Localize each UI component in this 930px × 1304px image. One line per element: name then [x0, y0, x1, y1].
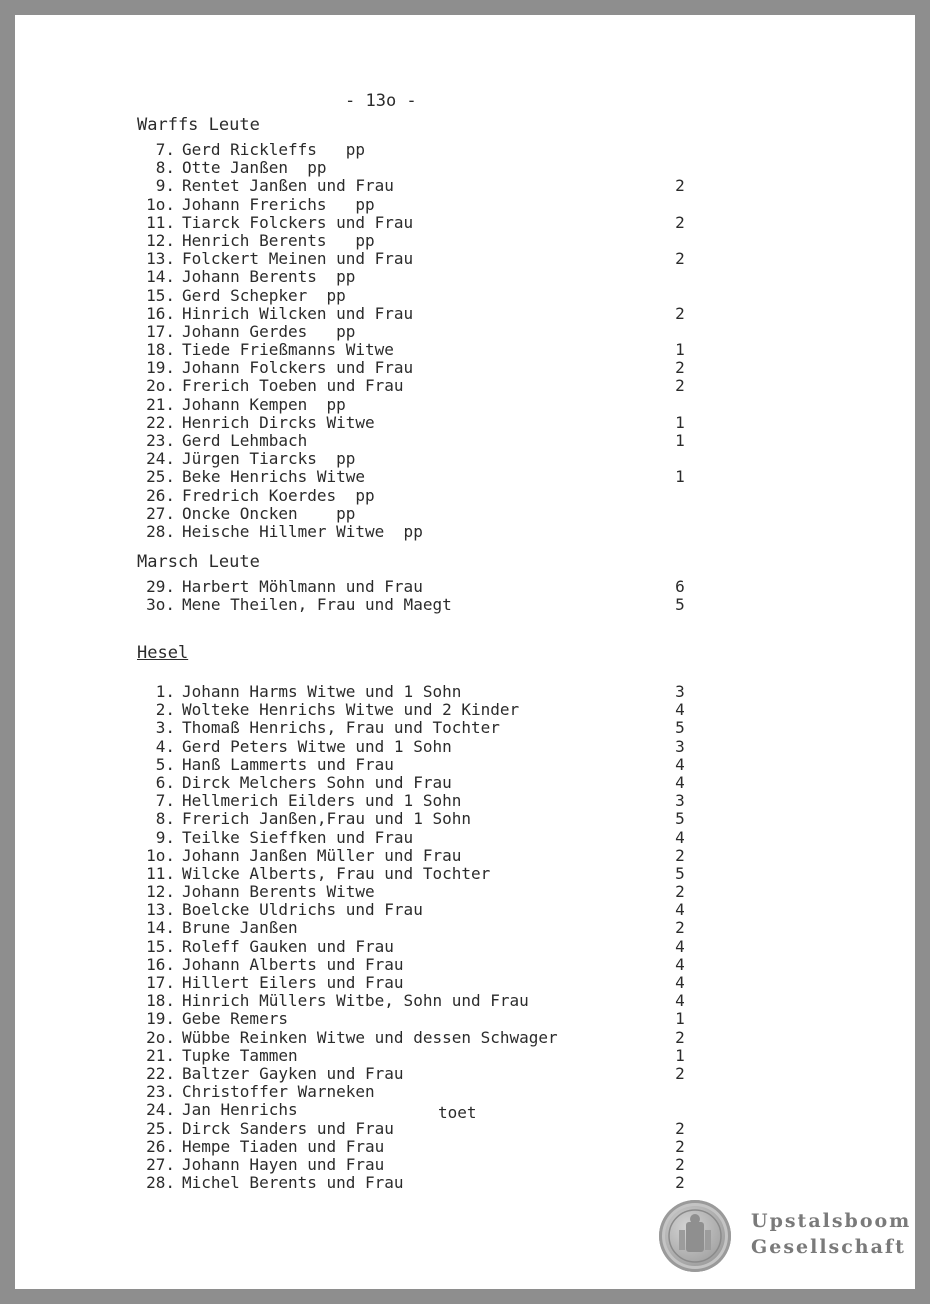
entry-number: 11. — [146, 212, 175, 232]
list-item — [137, 883, 817, 901]
entry-number: 1o. — [146, 845, 175, 865]
logo-line-2: Gesellschaft — [751, 1236, 906, 1258]
entry-number: 13. — [146, 249, 175, 269]
entry-count: 1 — [675, 431, 685, 450]
entry-name: Gerd Lehmbach — [182, 431, 308, 450]
entry-name: Roleff Gauken und Frau — [182, 936, 394, 956]
entry-number: 9. — [155, 176, 175, 196]
list-item — [137, 956, 817, 974]
entry-count: 2 — [675, 358, 685, 378]
entry-count: 4 — [675, 827, 685, 847]
list-item — [137, 268, 817, 286]
entry-number: 2o. — [146, 1027, 175, 1047]
list-item — [137, 232, 817, 250]
entry-name: Mene Theilen, Frau und Maegt — [182, 595, 452, 615]
entry-count: 2 — [675, 303, 685, 323]
list-item — [137, 919, 817, 937]
list-item — [137, 810, 817, 828]
list-item — [137, 1120, 817, 1138]
entry-name: Wübbe Reinken Witwe und dessen Schwager — [182, 1027, 558, 1047]
list-item — [137, 829, 817, 847]
entry-name: Gebe Remers — [182, 1009, 288, 1029]
entry-count: 1 — [675, 412, 685, 432]
entry-name: Gerd Rickleffs pp — [182, 140, 366, 159]
entry-number: 7. — [155, 791, 175, 811]
entry-number: 11. — [146, 863, 175, 883]
entry-number: 9. — [155, 827, 175, 847]
entry-name: Gerd Schepker pp — [182, 285, 346, 305]
entry-number: 5. — [155, 754, 175, 774]
entry-count: 4 — [675, 900, 685, 920]
entry-count: 1 — [675, 1045, 685, 1065]
entry-count: 5 — [675, 718, 685, 738]
entry-name: Baltzer Gayken und Frau — [182, 1063, 404, 1083]
entry-number: 3. — [155, 718, 175, 738]
entry-number: 3o. — [146, 595, 175, 615]
entry-name: Tiede Frießmanns Witwe — [182, 340, 394, 360]
list-item — [137, 305, 817, 323]
entry-count: 3 — [675, 736, 685, 756]
entry-count: 1 — [675, 1009, 685, 1029]
entry-count: 4 — [675, 991, 685, 1011]
entry-number: 25. — [146, 1118, 175, 1138]
entry-name: Wolteke Henrichs Witwe und 2 Kinder — [182, 700, 520, 720]
entry-count: 2 — [675, 882, 685, 902]
entry-name: Hellmerich Eilders und 1 Sohn — [182, 791, 462, 811]
entry-name: Frerich Janßen,Frau und 1 Sohn — [182, 809, 471, 829]
entry-number: 28. — [146, 1173, 175, 1193]
entry-name: Henrich Berents pp — [182, 230, 375, 250]
logo-line-1: Upstalsboom — [751, 1210, 912, 1232]
entry-name: Brune Janßen — [182, 918, 298, 938]
list-item — [137, 1029, 817, 1047]
entry-number: 26. — [146, 1136, 175, 1156]
entry-name: Teilke Sieffken und Frau — [182, 827, 414, 847]
entry-number: 24. — [146, 1100, 175, 1120]
entry-number: 16. — [146, 954, 175, 974]
section-warffs-leute — [137, 115, 817, 541]
list-item — [137, 738, 817, 756]
entry-name: Johann Alberts und Frau — [182, 954, 404, 974]
entry-name: Heische Hillmer Witwe pp — [182, 521, 423, 541]
list-item — [137, 974, 817, 992]
entry-count: 2 — [675, 376, 685, 396]
list-item — [137, 450, 817, 468]
list-item — [137, 1174, 817, 1192]
list-item — [137, 432, 817, 450]
entry-name: Tupke Tammen — [182, 1045, 298, 1065]
entry-name: Fredrich Koerdes pp — [182, 485, 375, 505]
entry-number: 19. — [146, 1009, 175, 1029]
entry-number: 7. — [155, 140, 175, 159]
entry-count: 2 — [675, 918, 685, 938]
list-item — [137, 1138, 817, 1156]
entry-count: 5 — [675, 595, 685, 615]
entry-count: 2 — [675, 1136, 685, 1156]
entry-name: Johann Harms Witwe und 1 Sohn — [182, 682, 462, 701]
list-item — [137, 792, 817, 810]
entry-name: Tiarck Folckers und Frau — [182, 212, 414, 232]
entry-name: Thomaß Henrichs, Frau und Tochter — [182, 718, 500, 738]
entry-name: Johann Folckers und Frau — [182, 358, 414, 378]
entry-number: 15. — [146, 285, 175, 305]
list-item — [137, 596, 817, 614]
entry-name: Jan Henrichs — [182, 1100, 298, 1120]
entry-name: Johann Frerichs pp — [182, 194, 375, 214]
entry-name: Johann Berents Witwe — [182, 882, 375, 902]
page-number: - 13o - — [345, 91, 417, 111]
entry-count: 2 — [675, 1154, 685, 1174]
list-item — [137, 992, 817, 1010]
entry-name: Hempe Tiaden und Frau — [182, 1136, 385, 1156]
entry-name: Henrich Dircks Witwe — [182, 412, 375, 432]
entry-number: 2. — [155, 700, 175, 720]
entry-count: 2 — [675, 1027, 685, 1047]
entry-number: 13. — [146, 900, 175, 920]
list-item — [137, 159, 817, 177]
entry-name: Otte Janßen pp — [182, 158, 327, 178]
entry-number: 1o. — [146, 194, 175, 214]
seal-icon — [659, 1200, 731, 1272]
entry-count: 2 — [675, 176, 685, 196]
entry-count: 2 — [675, 1173, 685, 1193]
entry-number: 12. — [146, 230, 175, 250]
entry-number: 2o. — [146, 376, 175, 396]
entry-name: Johann Berents pp — [182, 267, 356, 287]
entry-number: 29. — [146, 577, 175, 596]
list-item — [137, 323, 817, 341]
list-item — [137, 1010, 817, 1028]
entry-number: 1. — [155, 682, 175, 701]
entry-name: Beke Henrichs Witwe — [182, 467, 366, 487]
entry-name: Wilcke Alberts, Frau und Tochter — [182, 863, 491, 883]
entry-name: Hanß Lammerts und Frau — [182, 754, 394, 774]
list-item — [137, 1047, 817, 1065]
list-item — [137, 468, 817, 486]
entry-number: 23. — [146, 1082, 175, 1102]
entry-count: 2 — [675, 1118, 685, 1138]
entry-number: 22. — [146, 412, 175, 432]
list-item — [137, 701, 817, 719]
entry-number: 6. — [155, 772, 175, 792]
entry-number: 19. — [146, 358, 175, 378]
list-item — [137, 1065, 817, 1083]
list-item — [137, 578, 817, 596]
list-item — [137, 1101, 817, 1119]
entry-count: 2 — [675, 845, 685, 865]
entry-number: 15. — [146, 936, 175, 956]
list-item — [137, 847, 817, 865]
list-item — [137, 177, 817, 195]
entry-number: 28. — [146, 521, 175, 541]
entry-name: Johann Gerdes pp — [182, 321, 356, 341]
entry-count: 2 — [675, 1063, 685, 1083]
entry-name: Rentet Janßen und Frau — [182, 176, 394, 196]
list-item — [137, 250, 817, 268]
entry-number: 16. — [146, 303, 175, 323]
section-heading: Hesel — [137, 643, 189, 663]
section-heading: Marsch Leute — [137, 552, 260, 572]
entry-name: Frerich Toeben und Frau — [182, 376, 404, 396]
entry-count: 4 — [675, 936, 685, 956]
list-item — [137, 505, 817, 523]
list-item — [137, 196, 817, 214]
list-item — [137, 377, 817, 395]
entry-name: Michel Berents und Frau — [182, 1173, 404, 1193]
list-item — [137, 774, 817, 792]
entry-number: 17. — [146, 973, 175, 992]
entry-count: 3 — [675, 791, 685, 811]
entry-count: 4 — [675, 700, 685, 720]
publisher-logo — [659, 1198, 912, 1274]
entry-name: Jürgen Tiarcks pp — [182, 449, 356, 469]
entry-count: 3 — [675, 682, 685, 701]
list-item — [137, 341, 817, 359]
entry-number: 18. — [146, 991, 175, 1011]
list-item — [137, 719, 817, 737]
entry-count: 1 — [675, 340, 685, 360]
list-item — [137, 1156, 817, 1174]
entry-count: 4 — [675, 754, 685, 774]
entry-name: Boelcke Uldrichs und Frau — [182, 900, 423, 920]
entry-count: 2 — [675, 212, 685, 232]
entry-count: 4 — [675, 973, 685, 992]
section-marsch-leute — [137, 552, 817, 614]
entry-number: 21. — [146, 1045, 175, 1065]
list-item — [137, 756, 817, 774]
list-item — [137, 414, 817, 432]
entry-name: Hinrich Müllers Witbe, Sohn und Frau — [182, 991, 529, 1011]
entry-number: 4. — [155, 736, 175, 756]
entry-name: Folckert Meinen und Frau — [182, 249, 414, 269]
section-heading: Warffs Leute — [137, 115, 260, 135]
entry-name: Johann Janßen Müller und Frau — [182, 845, 462, 865]
list-item — [137, 396, 817, 414]
list-item — [137, 938, 817, 956]
list-item — [137, 1083, 817, 1101]
entry-number: 8. — [155, 809, 175, 829]
list-item — [137, 214, 817, 232]
entry-name: Dirck Sanders und Frau — [182, 1118, 394, 1138]
entry-number: 22. — [146, 1063, 175, 1083]
entry-name: Hillert Eilers und Frau — [182, 973, 404, 992]
entry-number: 12. — [146, 882, 175, 902]
entry-name: Christoffer Warneken — [182, 1082, 375, 1102]
list-item — [137, 865, 817, 883]
entry-count: 5 — [675, 809, 685, 829]
entry-count: 5 — [675, 863, 685, 883]
entry-name: Johann Kempen pp — [182, 394, 346, 414]
entry-name: Gerd Peters Witwe und 1 Sohn — [182, 736, 452, 756]
entry-count: 4 — [675, 772, 685, 792]
list-item — [137, 287, 817, 305]
entry-number: 24. — [146, 449, 175, 469]
entry-count: 2 — [675, 249, 685, 269]
entry-name: Johann Hayen und Frau — [182, 1154, 385, 1174]
entry-number: 21. — [146, 394, 175, 414]
list-item — [137, 487, 817, 505]
entry-count: 4 — [675, 954, 685, 974]
entry-count: 1 — [675, 467, 685, 487]
document-page — [15, 15, 915, 1289]
entry-number: 18. — [146, 340, 175, 360]
entry-number: 14. — [146, 267, 175, 287]
margin-note: toet — [438, 1103, 477, 1122]
list-item — [137, 359, 817, 377]
entry-count: 6 — [675, 577, 685, 596]
list-item — [137, 683, 817, 701]
entry-number: 14. — [146, 918, 175, 938]
entry-number: 27. — [146, 503, 175, 523]
list-item — [137, 901, 817, 919]
entry-number: 25. — [146, 467, 175, 487]
entry-number: 23. — [146, 431, 175, 450]
entry-name: Hinrich Wilcken und Frau — [182, 303, 414, 323]
entry-name: Dirck Melchers Sohn und Frau — [182, 772, 452, 792]
list-item — [137, 523, 817, 541]
list-item — [137, 141, 817, 159]
entry-name: Harbert Möhlmann und Frau — [182, 577, 423, 596]
entry-number: 26. — [146, 485, 175, 505]
entry-number: 27. — [146, 1154, 175, 1174]
entry-name: Oncke Oncken pp — [182, 503, 356, 523]
section-hesel — [137, 643, 817, 1192]
entry-number: 17. — [146, 321, 175, 341]
entry-number: 8. — [155, 158, 175, 178]
